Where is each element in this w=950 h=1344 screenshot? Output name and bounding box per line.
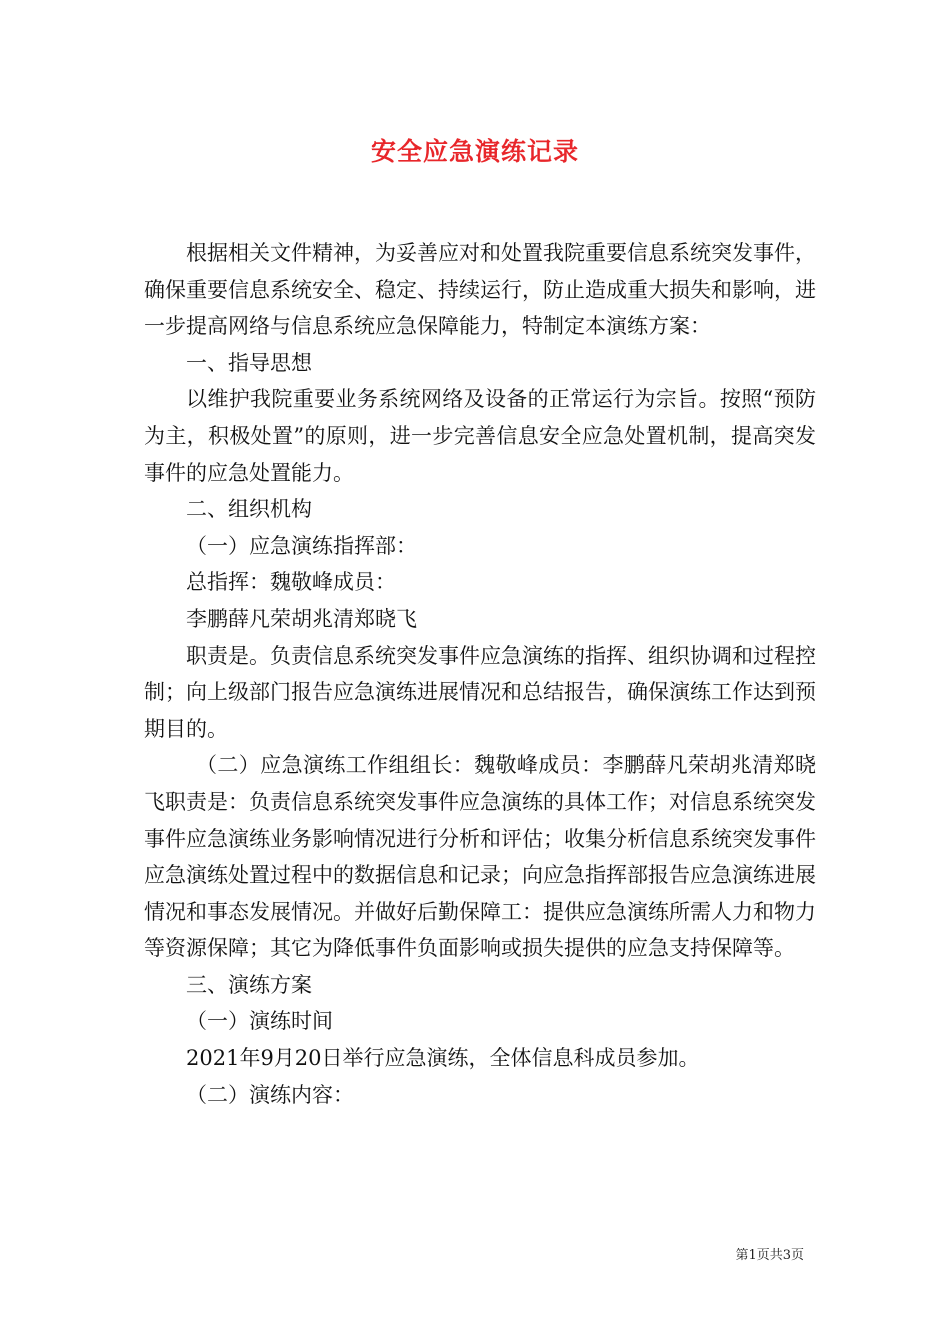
document-title: 安全应急演练记录	[370, 137, 579, 166]
page-indicator: 第1页共3页	[735, 1248, 804, 1263]
drill-time-paragraph: 2021年9月20日举行应急演练，全体信息科成员参加。	[186, 1046, 700, 1071]
section-heading-organization: 二、组织机构	[186, 497, 312, 522]
subsection-heading-command: （一）应急演练指挥部：	[186, 533, 417, 558]
members-line: 李鹏薛凡荣胡兆清郑晓飞	[186, 606, 417, 631]
document-body	[144, 235, 816, 1113]
intro-paragraph: 根据相关文件精神，为妥善应对和处置我院重要信息系统突发事件，确保重要信息系统安全、稳定、持续运行，防止造成重大损失和影响，进一步提高网络与信息系统应急保障能力，特制定本演练方案：	[144, 241, 816, 339]
command-duties-paragraph: 职责是。负责信息系统突发事件应急演练的指挥、组织协调和过程控制；向上级部门报告应急演练进展情况和总结报告，确保演练工作达到预期目的。	[144, 643, 816, 741]
working-group-paragraph: （二）应急演练工作组组长：魏敬峰成员：李鹏薛凡荣胡兆清郑晓飞职责是：负责信息系统突发事件应急演练的具体工作；对信息系统突发事件应急演练业务影响情况进行分析和评估；收集分析信息系统突发事件应急演练处置过程中的数据信息和记录；向应急指挥部报告应急演练进展情况和事态发展情况。并做好后勤保障工：提供应急演练所需人力和物力等资源保障；其它为降低事件负面影响或损失提供的应急支持保障等。	[144, 753, 816, 961]
guiding-thought-paragraph: 以维护我院重要业务系统网络及设备的正常运行为宗旨。按照“预防为主，积极处置”的原则，进一步完善信息安全应急处置机制，提高突发事件的应急处置能力。	[144, 387, 816, 485]
subsection-heading-drill-content: （二）演练内容：	[186, 1082, 354, 1107]
commander-line: 总指挥：魏敬峰成员：	[186, 570, 396, 595]
subsection-heading-drill-time: （一）演练时间	[186, 1009, 333, 1034]
section-heading-guiding-thought: 一、指导思想	[186, 350, 312, 375]
section-heading-drill-plan: 三、演练方案	[186, 972, 312, 997]
